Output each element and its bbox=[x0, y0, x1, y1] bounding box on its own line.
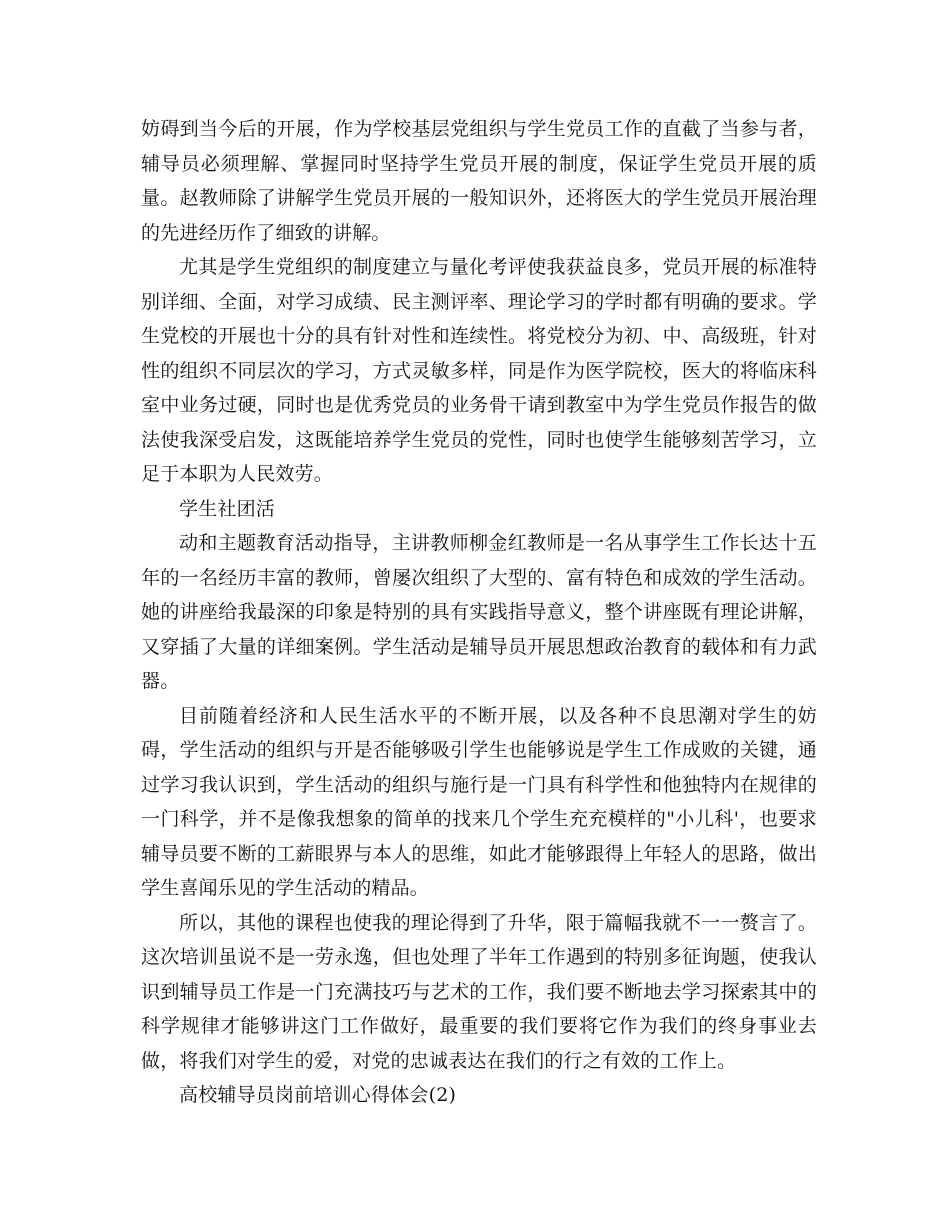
section-title: 高校辅导员岗前培训心得体会(2) bbox=[179, 1084, 457, 1106]
paragraph-1: 妨碍到当今后的开展，作为学校基层党组织与学生党员工作的直截了当参与者，辅导员必须理解、掌握同时坚持学生党员开展的制度，保证学生党员开展的质量。赵教师除了讲解学生党员开展的一般知识外，还将医大的学生党员开展治理的先进经历作了细致的讲解。 bbox=[141, 118, 817, 244]
paragraph-4: 目前随着经济和人民生活水平的不断开展，以及各种不良思潮对学生的妨碍，学生活动的组织与开是否能够吸引学生也能够说是学生工作成败的关键，通过学习我认识到，学生活动的组织与施行是一门具有科学性和他独特内在规律的一门科学，并不是像我想象的简单的找来几个学生充充模样的"小儿科'，也要求辅导员要不断的工薪眼界与本人的思维，如此才能够跟得上年轻人的思路，做出学生喜闻乐见的学生活动的精品。 bbox=[141, 704, 817, 899]
paragraph-2: 尤其是学生党组织的制度建立与量化考评使我获益良多，党员开展的标准特别详细、全面，对学习成绩、民主测评率、理论学习的学时都有明确的要求。学生党校的开展也十分的具有针对性和连续性。将党校分为初、中、高级班，针对性的组织不同层次的学习，方式灵敏多样，同是作为医学院校，医大的将临床科室中业务过硬，同时也是优秀党员的业务骨干请到教室中为学生党员作报告的做法使我深受启发，这既能培养学生党员的党性，同时也使学生能够刻苦学习，立足于本职为人民效劳。 bbox=[141, 256, 817, 485]
paragraph-3: 动和主题教育活动指导，主讲教师柳金红教师是一名从事学生工作长达十五年的一名经历丰富的教师，曾屡次组织了大型的、富有特色和成效的学生活动。她的讲座给我最深的印象是特别的具有实践指导意义，整个讲座既有理论讲解，又穿插了大量的详细案例。学生活动是辅导员开展思想政治教育的载体和有力武器。 bbox=[141, 532, 817, 692]
paragraph-5: 所以，其他的课程也使我的理论得到了升华，限于篇幅我就不一一赘言了。这次培训虽说不是一劳永逸，但也处理了半年工作遇到的特别多征询题，使我认识到辅导员工作是一门充满技巧与艺术的工作，我们要不断地去学习探索其中的科学规律才能够讲这门工作做好，最重要的我们要将它作为我们的终身事业去做，将我们对学生的爱，对党的忠诚表达在我们的行之有效的工作上。 bbox=[141, 911, 817, 1072]
section-heading-student-activities: 学生社团活 bbox=[179, 497, 276, 520]
document-body bbox=[141, 112, 817, 1113]
